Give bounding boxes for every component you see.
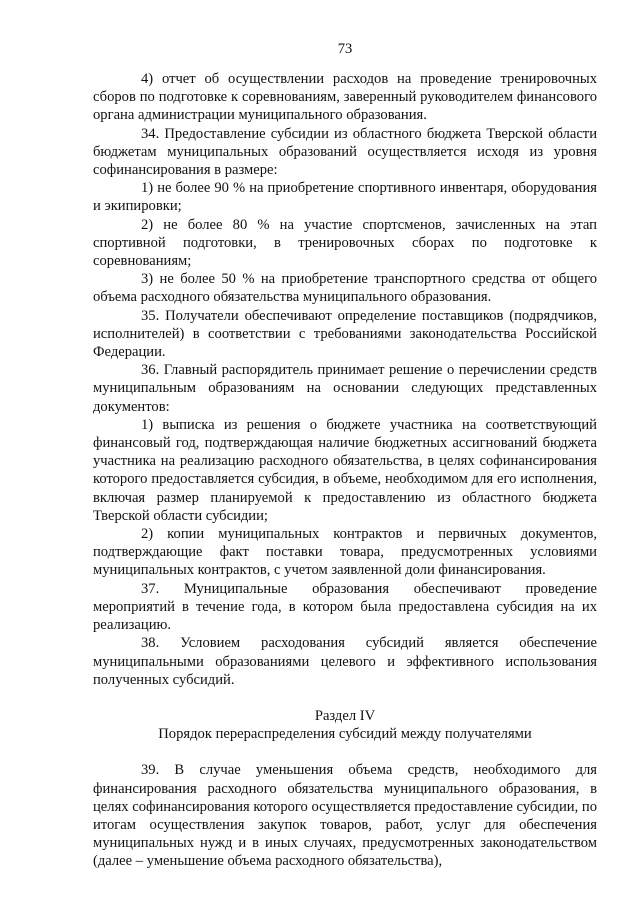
paragraph: 38. Условием расходования субсидий является обеспечение муниципальными образованиями целевого и эффективного использования полученных субсидий.: [93, 635, 597, 688]
paragraph: 2) копии муниципальных контрактов и первичных документов, подтверждающие факт поставки товара, предусмотренных условиями муниципальных контрактов, с учетом заявленной доли финансирования.: [93, 526, 597, 579]
paragraph: 34. Предоставление субсидии из областного бюджета Тверской области бюджетам муниципальных образований осуществляется исходя из уровня софинансирования в размере:: [93, 125, 597, 179]
paragraph: 39. В случае уменьшения объема средств, необходимого для финансирования расходного обязательства муниципального образования, в целях софинансирования которого осуществляется предоставление субсидии, по итогам осуществления закупок товаров, работ, услуг для обеспечения муниципальных нужд и в иных случаях, предусмотренных законодательством (далее – уменьшение объема расходного обязательства),: [93, 762, 597, 870]
paragraph: 4) отчет об осуществлении расходов на проведение тренировочных сборов по подготовке к соревнованиям, заверенный руководителем финансового органа администрации муниципального образования.: [93, 71, 597, 124]
page-number: 73: [337, 41, 353, 57]
paragraph: 37. Муниципальные образования обеспечивают проведение мероприятий в течение года, в котором была предоставлена субсидия на их реализацию.: [93, 580, 597, 634]
paragraph: 35. Получатели обеспечивают определение поставщиков (подрядчиков, исполнителей) в соответствии с требованиями законодательства Российской Федерации.: [93, 307, 597, 361]
document-body: [93, 70, 597, 871]
paragraph: 1) не более 90 % на приобретение спортивного инвентаря, оборудования и экипировки;: [93, 180, 597, 215]
section-title: Порядок перераспределения субсидий между получателями: [158, 726, 532, 743]
paragraph: 3) не более 50 % на приобретение транспортного средства от общего объема расходного обязательства муниципального образования.: [93, 271, 597, 306]
section-heading: Раздел IV: [314, 707, 376, 724]
paragraph: 1) выписка из решения о бюджете участника на соответствующий финансовый год, подтверждающая наличие бюджетных ассигнований бюджета участника на реализацию расходного обязательства, в целях софинансирования которого предоставляется субсидия, в объеме, необходимом для его исполнения, включая размер планируемой к предоставлению из областного бюджета Тверской области субсидии;: [93, 416, 597, 524]
paragraph: 36. Главный распорядитель принимает решение о перечислении средств муниципальным образованиям на основании следующих представленных документов:: [93, 362, 597, 415]
paragraph: 2) не более 80 % на участие спортсменов, зачисленных на этап спортивной подготовки, в тренировочных сборах по подготовке к соревнованиям;: [93, 216, 597, 270]
